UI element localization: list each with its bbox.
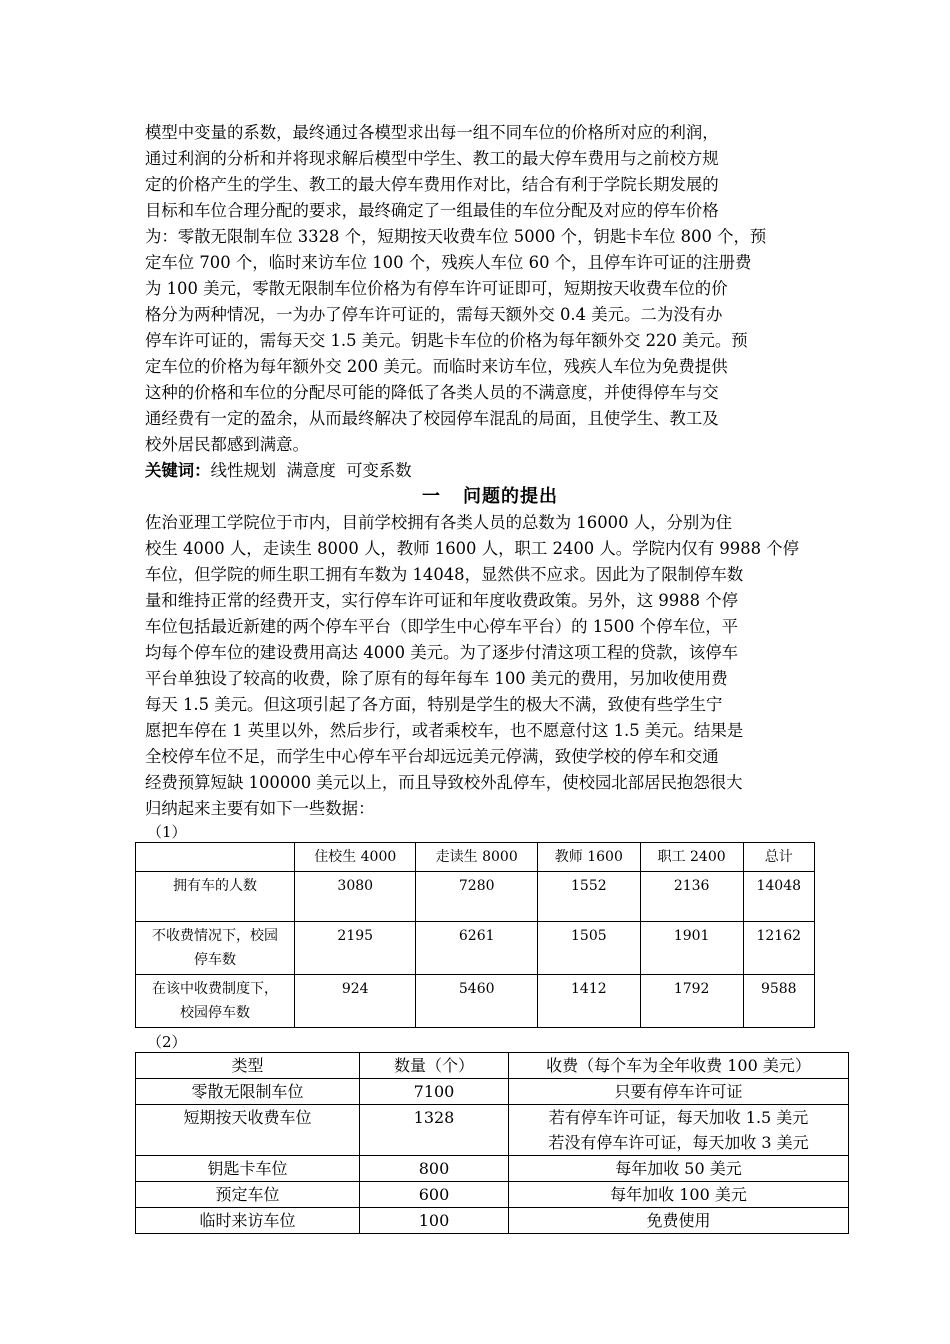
parking-fee-table (135, 1052, 849, 1234)
type-cell: 零散无限制车位 (136, 1079, 360, 1105)
table-header-cell: 类型 (136, 1053, 360, 1079)
row-header-cell (136, 872, 295, 922)
table-cell: 1505 (537, 922, 640, 975)
table-cell: 2136 (640, 872, 743, 922)
table-cell: 9588 (743, 975, 814, 1028)
type-cell: 钥匙卡车位 (136, 1156, 360, 1182)
abstract-line: 为：零散无限制车位 3328 个，短期按天收费车位 5000 个，钥匙卡车位 800 个，预 (145, 227, 767, 246)
table-cell: 1552 (537, 872, 640, 922)
count-cell: 7100 (360, 1079, 509, 1105)
abstract-line: 模型中变量的系数，最终通过各模型求出每一组不同车位的价格所对应的利润， (145, 123, 719, 142)
row-header-text: 拥有车的人数 (173, 878, 257, 894)
intro-line: 全校停车位不足，而学生中心停车平台却远远美元停满，致使学校的停车和交通 (145, 747, 719, 766)
table-row (136, 922, 815, 975)
section-title: 问题的提出 (463, 486, 558, 507)
abstract-line: 通经费有一定的盈余，从而最终解决了校园停车混乱的局面，且使学生、教工及 (145, 409, 719, 428)
table-row (136, 975, 815, 1028)
abstract-line: 定的价格产生的学生、教工的最大停车费用作对比，结合有利于学院长期发展的 (145, 175, 719, 194)
abstract-line: 为 100 美元，零散无限制车位价格为有停车许可证即可，短期按天收费车位的价 (145, 279, 728, 298)
intro-line: 归纳起来主要有如下一些数据： (145, 799, 375, 818)
table-cell: 1792 (640, 975, 743, 1028)
table-row (136, 872, 815, 922)
intro-line: 佐治亚理工学院位于市内，目前学校拥有各类人员的总数为 16000 人，分别为住 (145, 513, 733, 532)
keywords-label: 关键词： (145, 461, 211, 480)
fee-cell (509, 1182, 849, 1208)
intro-line: 量和维持正常的经费开支，实行停车许可证和年度收费政策。另外，这 9988 个停 (145, 591, 739, 610)
abstract-line: 定车位 700 个，临时来访车位 100 个，残疾人车位 60 个，且停车许可证的注册费 (145, 253, 752, 272)
intro-line: 车位包括最近新建的两个停车平台（即学生中心停车平台）的 1500 个停车位，平 (145, 617, 739, 636)
table-header-cell: 教师 1600 (537, 843, 640, 872)
fee-text: 只要有停车许可证 (614, 1082, 743, 1101)
keywords (145, 458, 835, 484)
type-cell: 临时来访车位 (136, 1208, 360, 1234)
fee-cell (509, 1208, 849, 1234)
table-header-cell: 职工 2400 (640, 843, 743, 872)
table-header-cell: 住校生 4000 (295, 843, 416, 872)
row-header-text: 在该中收费制度下， (152, 981, 278, 997)
abstract-line: 定车位的价格为每年额外交 200 美元。而临时来访车位，残疾人车位为免费提供 (145, 357, 728, 376)
document-page (145, 120, 835, 1234)
table-cell: 1901 (640, 922, 743, 975)
table-cell: 924 (295, 975, 416, 1028)
type-cell: 预定车位 (136, 1182, 360, 1208)
abstract-line: 这种的价格和车位的分配尽可能的降低了各类人员的不满意度，并使得停车与交 (145, 383, 719, 402)
table-cell: 5460 (416, 975, 537, 1028)
table-cell: 3080 (295, 872, 416, 922)
table-header-row (136, 843, 815, 872)
row-header-text: 停车数 (194, 952, 236, 968)
fee-text: 若有停车许可证，每天加收 1.5 美元 (548, 1108, 809, 1127)
row-header-cell (136, 922, 295, 975)
row-header-cell (136, 975, 295, 1028)
table-header-cell: 总计 (743, 843, 814, 872)
fee-text: 每年加收 50 美元 (615, 1159, 742, 1178)
fee-text: 免费使用 (646, 1211, 711, 1230)
count-cell: 100 (360, 1208, 509, 1234)
abstract-line: 停车许可证的，需每天交 1.5 美元。钥匙卡车位的价格为每年额外交 220 美元。预 (145, 331, 748, 350)
abstract-line: 目标和车位合理分配的要求，最终确定了一组最佳的车位分配及对应的停车价格 (145, 201, 719, 220)
count-cell: 800 (360, 1156, 509, 1182)
table-cell: 2195 (295, 922, 416, 975)
fee-cell (509, 1156, 849, 1182)
table-row (136, 1208, 849, 1234)
row-header-text: 不收费情况下，校园 (152, 928, 278, 944)
intro-line: 车位，但学院的师生职工拥有车数为 14048，显然供不应求。因此为了限制停车数 (145, 565, 744, 584)
fee-cell (509, 1105, 849, 1156)
table-cell: 12162 (743, 922, 814, 975)
table-header-cell: 数量（个） (360, 1053, 509, 1079)
count-cell: 600 (360, 1182, 509, 1208)
keywords-text: 线性规划 满意度 可变系数 (210, 461, 412, 480)
intro-line: 经费预算短缺 100000 美元以上，而且导致校外乱停车，使校园北部居民抱怨很大 (145, 773, 743, 792)
car-ownership-table (135, 842, 815, 1028)
count-cell: 1328 (360, 1105, 509, 1156)
table-cell: 14048 (743, 872, 814, 922)
intro-paragraph (145, 510, 835, 822)
intro-line: 平台单独设了较高的收费，除了原有的每年每车 100 美元的费用，另加收使用费 (145, 669, 728, 688)
section-number: 一 (422, 486, 441, 507)
fee-text: 每年加收 100 美元 (610, 1185, 747, 1204)
table-header-cell (136, 843, 295, 872)
abstract-line: 校外居民都感到满意。 (145, 435, 309, 454)
table-header-cell: 走读生 8000 (416, 843, 537, 872)
table-cell: 6261 (416, 922, 537, 975)
table-cell: 7280 (416, 872, 537, 922)
table-row (136, 1105, 849, 1156)
abstract-line: 通过利润的分析和并将现求解后模型中学生、教工的最大停车费用与之前校方规 (145, 149, 719, 168)
table-header-cell: 收费（每个车为全年收费 100 美元） (509, 1053, 849, 1079)
abstract-line: 格分为两种情况，一为办了停车许可证的，需每天额外交 0.4 美元。二为没有办 (145, 305, 723, 324)
table2-label: （2） (147, 1033, 187, 1051)
fee-text: 若没有停车许可证，每天加收 3 美元 (548, 1133, 809, 1152)
section-heading (145, 484, 835, 510)
intro-line: 均每个停车位的建设费用高达 4000 美元。为了逐步付清这项工程的贷款，该停车 (145, 643, 739, 662)
fee-cell (509, 1079, 849, 1105)
intro-line: 愿把车停在 1 英里以外，然后步行，或者乘校车，也不愿意付这 1.5 美元。结果是 (145, 721, 744, 740)
intro-line: 校生 4000 人，走读生 8000 人，教师 1600 人，职工 2400 人。学院内仅有 9988 个停 (145, 539, 800, 558)
type-cell: 短期按天收费车位 (136, 1105, 360, 1156)
row-header-text: 校园停车数 (180, 1005, 250, 1021)
table-row (136, 1156, 849, 1182)
table-row (136, 1182, 849, 1208)
table-header-row (136, 1053, 849, 1079)
table1-label: （1） (147, 823, 187, 841)
table-row (136, 1079, 849, 1105)
abstract-paragraph (145, 120, 835, 458)
intro-line: 每天 1.5 美元。但这项引起了各方面，特别是学生的极大不满，致使有些学生宁 (145, 695, 723, 714)
table-cell: 1412 (537, 975, 640, 1028)
